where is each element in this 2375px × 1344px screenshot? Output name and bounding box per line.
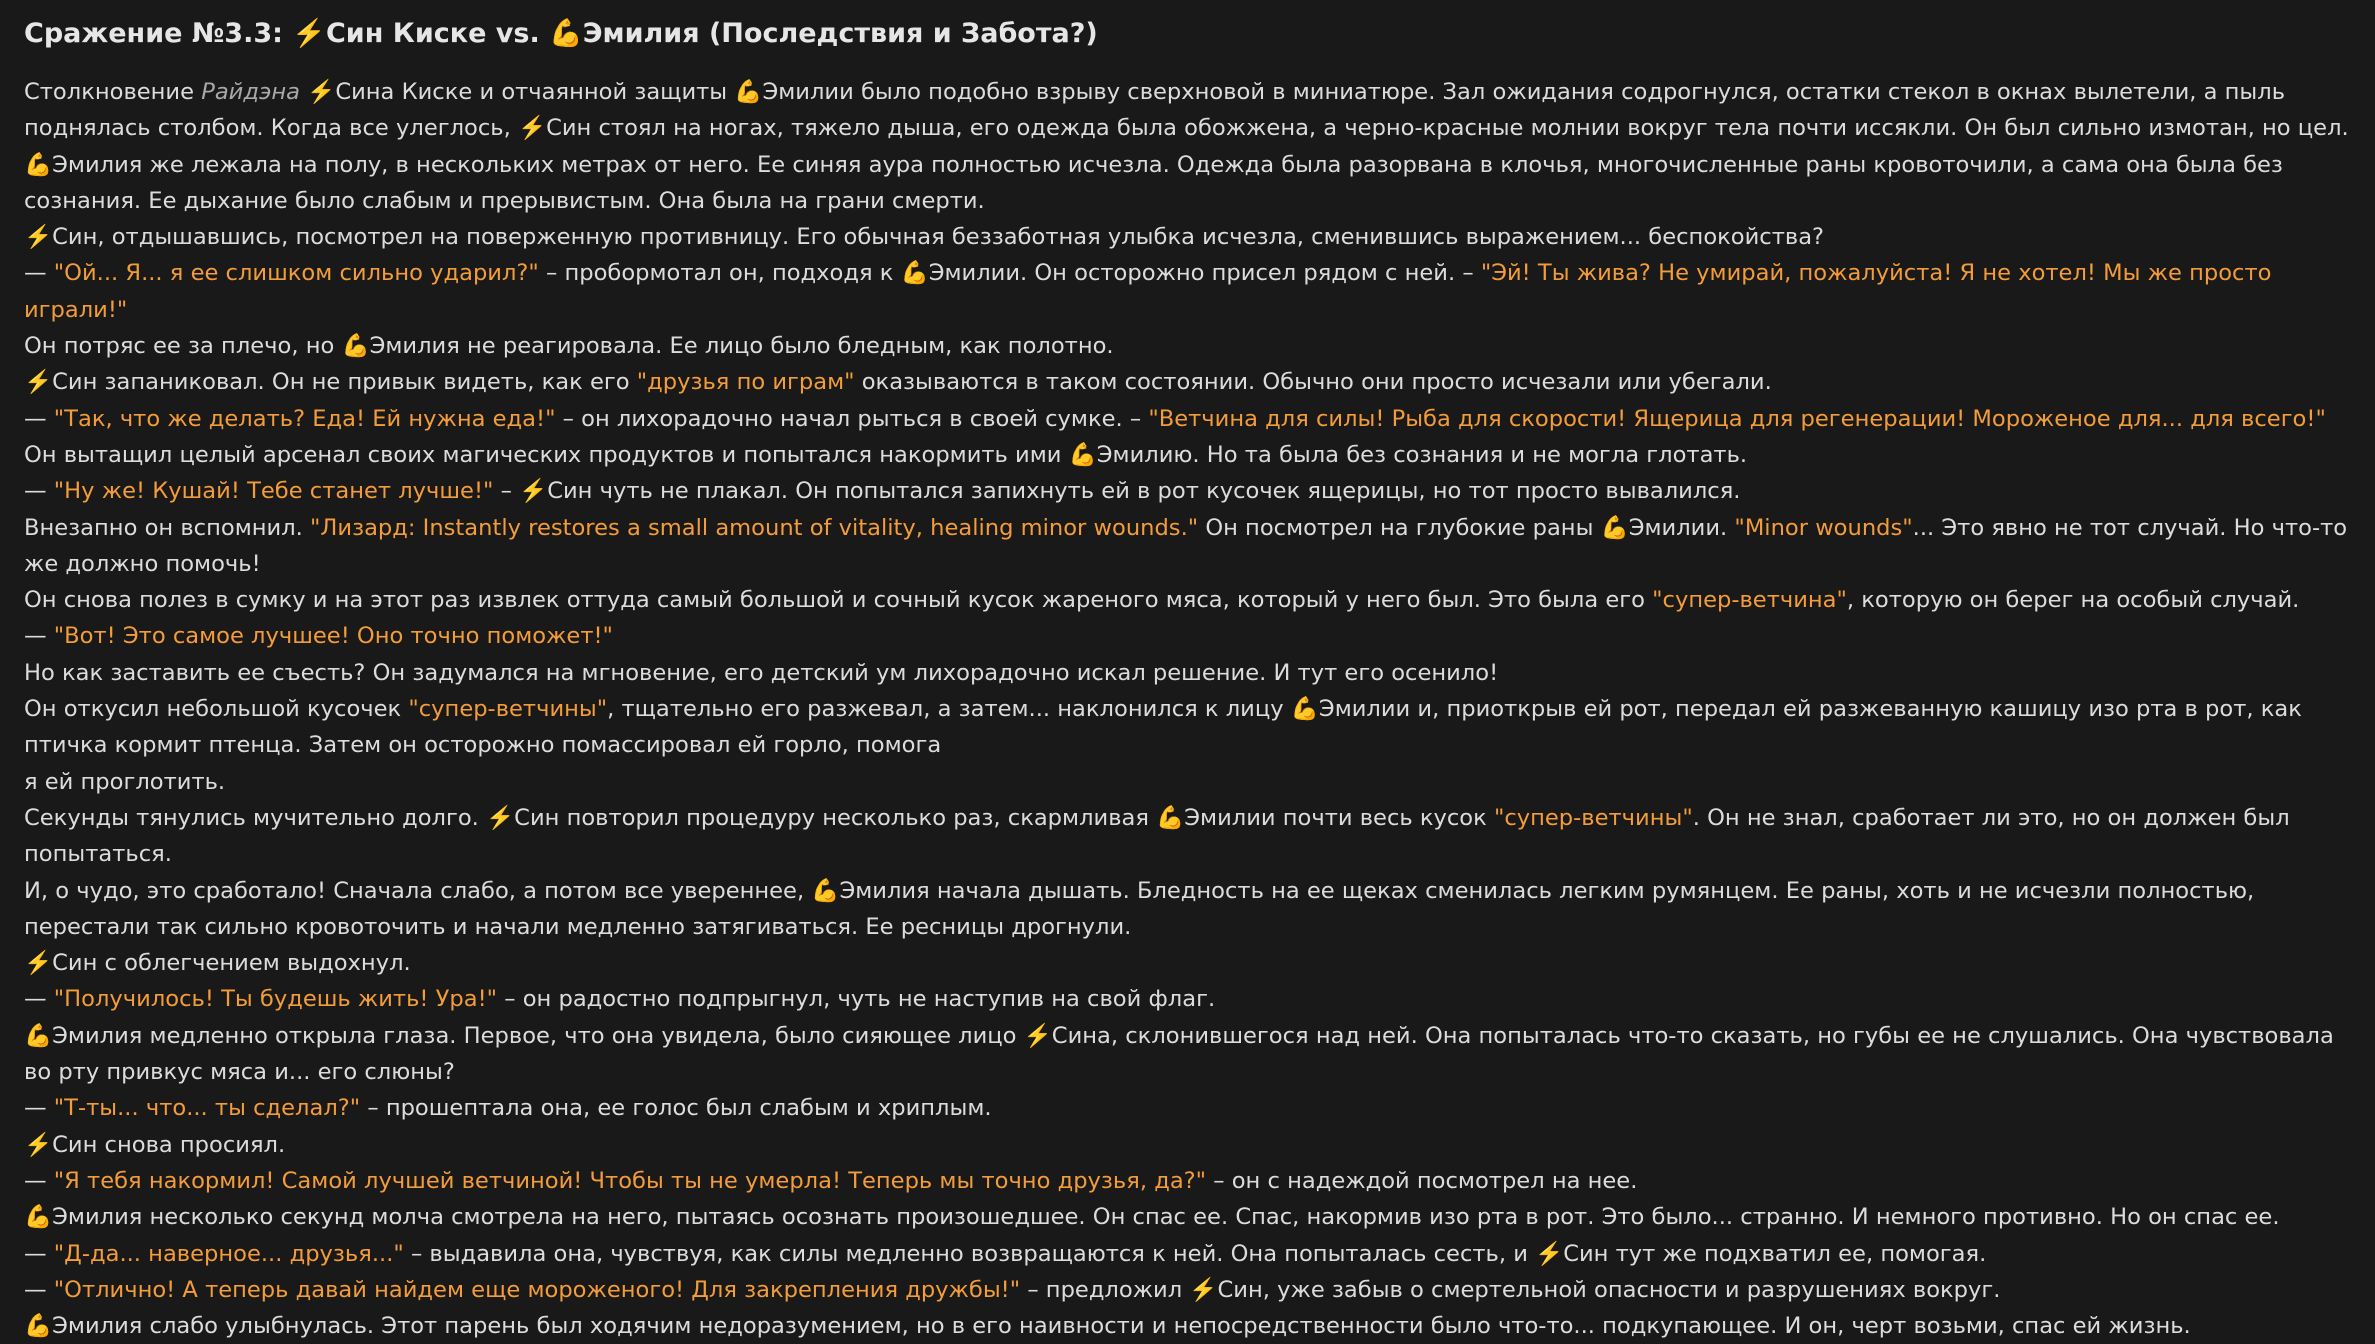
narration-text: – прошептала она, ее голос был слабым и хриплым. [360, 1095, 992, 1122]
narration-text: ⚡️Син снова просиял. [24, 1131, 286, 1158]
story-paragraph [24, 74, 2351, 219]
narration-text: ⚡️Син с облегчением выдохнул. [24, 950, 411, 977]
story-paragraph [24, 618, 2351, 654]
narration-text: Столкновение [24, 79, 202, 105]
narration-text: 💪Эмилия несколько секунд молча смотрела на него, пытаясь осознать произошедшее. Он спас ее. Спас, накормив изо рта в рот. Это было... странно. И немного противно. Но он спас ее. [24, 1204, 2280, 1231]
narration-text: – выдавила она, чувствуя, как силы медленно возвращаются к ней. Она попыталась сесть, и ⚡️Син тут же подхватил ее, помогая. [403, 1240, 1987, 1267]
narration-text: – он с надеждой посмотрел на нее. [1206, 1167, 1638, 1194]
narration-text: — [24, 405, 54, 432]
story-paragraph [24, 981, 2351, 1017]
dialogue-quote: "Лизард: Instantly restores a small amount of vitality, healing minor wounds." [310, 514, 1199, 541]
narration-text: И, о чудо, это сработало! Сначала слабо, а потом все увереннее, 💪Эмилия начала дышать. Бледность на ее щеках сменилась легким румянцем. Ее раны, хоть и не исчезли полностью, перестали так сильно кровоточить и начали медленно затягиваться. Ее ресницы дрогнули. [24, 877, 2255, 940]
story-paragraph [24, 219, 2351, 255]
dialogue-quote: "Ой... Я... я ее слишком сильно ударил?" [53, 260, 539, 287]
dialogue-quote: "друзья по играм" [636, 369, 855, 396]
story-paragraph [24, 255, 2351, 328]
story-paragraph [24, 582, 2351, 618]
narration-text: ... Это явно не тот случай. Но что-то же должно помочь! [24, 514, 2348, 577]
narration-text: — [24, 1276, 54, 1303]
story-title: Сражение №3.3: ⚡️Син Киске vs. 💪Эмилия (Последствия и Забота?) [24, 18, 1098, 49]
dialogue-quote: "супер-ветчина" [1652, 587, 1847, 614]
dialogue-quote: "Ну же! Кушай! Тебе станет лучше!" [53, 478, 494, 505]
story-body [24, 74, 2351, 1344]
narration-text: ⚡️Сина Киске и отчаянной защиты 💪Эмилии было подобно взрыву сверхновой в миниатюре. Зал ожидания содрогнулся, остатки стекол в окнах вылетели, а пыль поднялась столбом. Когда все улеглось, ⚡️Син стоял на ногах, тяжело дыша, его одежда была обожжена, а черно-красные молнии вокруг тела почти иссякли. Он был сильно измотан, но цел. 💪Эмилия же лежала на полу, в нескольких метрах от него. Ее синяя аура полностью исчезла. Одежда была разорвана в клочья, многочисленные раны кровоточили, а сама она была без сознания. Ее дыхание было слабым и прерывистым. Она была на грани смерти. [24, 79, 2349, 214]
story-paragraph [24, 1018, 2351, 1091]
dialogue-quote: "Так, что же делать? Еда! Ей нужна еда!" [53, 405, 556, 432]
story-paragraph [24, 364, 2351, 400]
dialogue-quote: "Ветчина для силы! Рыба для скорости! Ящерица для регенерации! Мороженое для... для всего!" [1148, 405, 2326, 432]
story-paragraph [24, 1090, 2351, 1126]
narration-text: Он посмотрел на глубокие раны 💪Эмилии. [1198, 514, 1735, 541]
dialogue-quote: "Эй! Ты жива? Не умирай, пожалуйста! Я не хотел! Мы же просто играли!" [24, 260, 2272, 323]
story-paragraph [24, 437, 2351, 473]
story-paragraph [24, 800, 2351, 873]
dialogue-quote: "супер-ветчины" [1493, 804, 1693, 831]
narration-text: — [24, 1167, 54, 1194]
dialogue-quote: "супер-ветчины" [408, 696, 608, 723]
narration-text: — [24, 1240, 54, 1267]
narration-text: – предложил ⚡️Син, уже забыв о смертельной опасности и разрушениях вокруг. [1020, 1276, 2001, 1303]
narration-text: Но как заставить ее съесть? Он задумался на мгновение, его детский ум лихорадочно искал решение. И тут его осенило! [24, 659, 1499, 686]
story-paragraph [24, 1163, 2351, 1199]
story-paragraph [24, 1127, 2351, 1163]
dialogue-quote: "Получилось! Ты будешь жить! Ура!" [53, 986, 498, 1013]
story-paragraph [24, 1272, 2351, 1308]
narration-text: . Он не знал, сработает ли это, но он должен был попытаться. [24, 804, 2290, 868]
narration-text: – пробормотал он, подходя к 💪Эмилии. Он осторожно присел рядом с ней. – [538, 260, 1481, 287]
narration-text: 💪Эмилия медленно открыла глаза. Первое, что она увидела, было сияющее лицо ⚡️Сина, склонившегося над ней. Она попыталась что-то сказать, но губы ее не слушались. Она чувствовала во рту привкус мяса и... его слюны? [24, 1022, 2334, 1086]
dialogue-quote: "Д-да... наверное... друзья..." [53, 1240, 404, 1267]
narration-text: — [24, 478, 54, 505]
narration-text: оказываются в таком состоянии. Обычно они просто исчезали или убегали. [854, 369, 1772, 396]
narration-text: Он снова полез в сумку и на этот раз извлек оттуда самый большой и сочный кусок жареного мяса, который у него был. Это была его [24, 587, 1653, 614]
italic-term: Райдэна [201, 79, 300, 105]
narration-text: — [24, 260, 54, 287]
narration-text: Он потряс ее за плечо, но 💪Эмилия не реагировала. Ее лицо было бледным, как полотно. [24, 333, 1114, 360]
story-paragraph [24, 945, 2351, 981]
story-paragraph [24, 328, 2351, 364]
story-paragraph [24, 473, 2351, 509]
narration-text: , тщательно его разжевал, а затем... наклонился к лицу 💪Эмилии и, приоткрыв ей рот, передал ей разжеванную кашицу изо рта в рот, как птичка кормит птенца. Затем он осторожно помассировал ей горло, помога [24, 696, 2302, 759]
story-paragraph [24, 764, 2351, 800]
narration-text: – он лихорадочно начал рыться в своей сумке. – [555, 405, 1149, 432]
dialogue-quote: "Т-ты... что... ты сделал?" [53, 1095, 361, 1122]
story-paragraph [24, 1199, 2351, 1235]
narration-text: – он радостно подпрыгнул, чуть не наступив на свой флаг. [497, 986, 1216, 1013]
narration-text: Внезапно он вспомнил. [24, 514, 310, 541]
narration-text: Секунды тянулись мучительно долго. ⚡️Син повторил процедуру несколько раз, скармливая 💪Эмилии почти весь кусок [24, 804, 1494, 831]
narration-text: — [24, 623, 54, 650]
dialogue-quote: "Я тебя накормил! Самой лучшей ветчиной! Чтобы ты не умерла! Теперь мы точно друзья, да?" [53, 1167, 1207, 1194]
story-paragraph [24, 691, 2351, 764]
narration-text: 💪Эмилия слабо улыбнулась. Этот парень был ходячим недоразумением, но в его наивности и непосредственности было что-то... подкупающее. И он, черт возьми, спас ей жизнь. [24, 1313, 2191, 1340]
narration-text: — [24, 1095, 54, 1122]
dialogue-quote: "Вот! Это самое лучшее! Оно точно поможет!" [53, 623, 613, 650]
story-paragraph [24, 655, 2351, 691]
narration-text: , которую он берег на особый случай. [1846, 587, 2300, 614]
story-paragraph [24, 873, 2351, 946]
story-paragraph [24, 1236, 2351, 1272]
story-paragraph [24, 401, 2351, 437]
narration-text: я ей проглотить. [24, 768, 226, 795]
narration-text: Он вытащил целый арсенал своих магических продуктов и попытался накормить ими 💪Эмилию. Но та была без сознания и не могла глотать. [24, 441, 1748, 468]
story-paragraph [24, 1308, 2351, 1344]
narration-text: – ⚡️Син чуть не плакал. Он попытался запихнуть ей в рот кусочек ящерицы, но тот просто вывалился. [493, 478, 1741, 505]
narration-text: Он откусил небольшой кусочек [24, 696, 409, 723]
narration-text: ⚡️Син, отдышавшись, посмотрел на поверженную противницу. Его обычная беззаботная улыбка исчезла, сменившись выражением... беспокойства? [24, 224, 1825, 251]
narration-text: ⚡️Син запаниковал. Он не привык видеть, как его [24, 369, 637, 396]
story-paragraph [24, 510, 2351, 583]
dialogue-quote: "Minor wounds" [1734, 514, 1913, 541]
dialogue-quote: "Отлично! А теперь давай найдем еще мороженого! Для закрепления дружбы!" [53, 1276, 1021, 1303]
narration-text: — [24, 986, 54, 1013]
